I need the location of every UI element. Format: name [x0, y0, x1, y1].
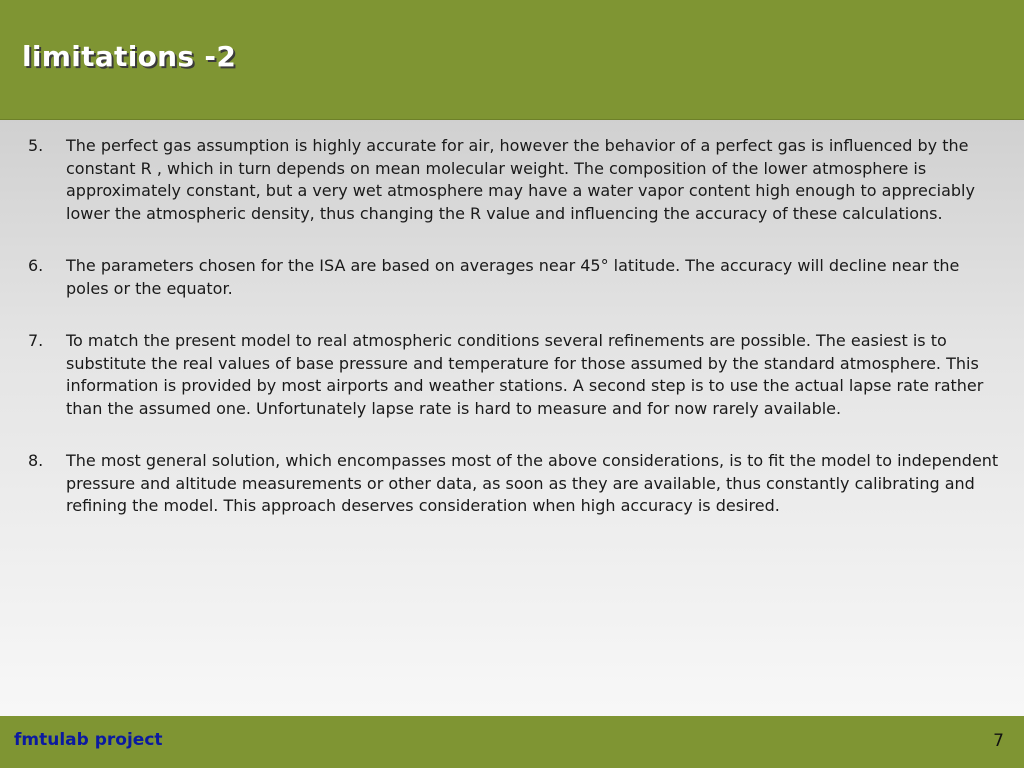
list-item-6 — [28, 255, 1003, 300]
item-number: 6. — [28, 256, 44, 275]
item-number: 7. — [28, 331, 44, 350]
slide-title: limitations -2 — [22, 40, 237, 73]
item-number: 8. — [28, 451, 44, 470]
list-item-7 — [28, 330, 1003, 420]
footer-bar — [0, 716, 1024, 768]
slide-content — [28, 135, 1003, 548]
header-bar — [0, 0, 1024, 120]
page-number: 7 — [993, 731, 1004, 751]
item-text: The most general solution, which encompasses most of the above considerations, is to fit the model to independent pressure and altitude measurements or other data, as soon as they are available, thus constantly calibrating and refining the model. This approach deserves consideration when high accuracy is desired. — [66, 451, 999, 515]
list-item-5 — [28, 135, 1003, 225]
item-text: To match the present model to real atmospheric conditions several refinements are possible. The easiest is to substitute the real values of base pressure and temperature for those assumed by the standard atmosphere. This information is provided by most airports and weather stations. A second step is to use the actual lapse rate rather than the assumed one. Unfortunately lapse rate is hard to measure and for now rarely available. — [66, 331, 984, 418]
item-text: The perfect gas assumption is highly accurate for air, however the behavior of a perfect gas is influenced by the constant R , which in turn depends on mean molecular weight. The composition of the lower atmosphere is approximately constant, but a very wet atmosphere may have a water vapor content high enough to appreciably lower the atmospheric density, thus changing the R value and influencing the accuracy of these calculations. — [66, 136, 975, 223]
item-number: 5. — [28, 136, 44, 155]
list-item-8 — [28, 450, 1003, 518]
item-text: The parameters chosen for the ISA are based on averages near 45° latitude. The accuracy will decline near the poles or the equator. — [66, 256, 960, 298]
footer-brand: fmtulab project — [14, 730, 163, 750]
